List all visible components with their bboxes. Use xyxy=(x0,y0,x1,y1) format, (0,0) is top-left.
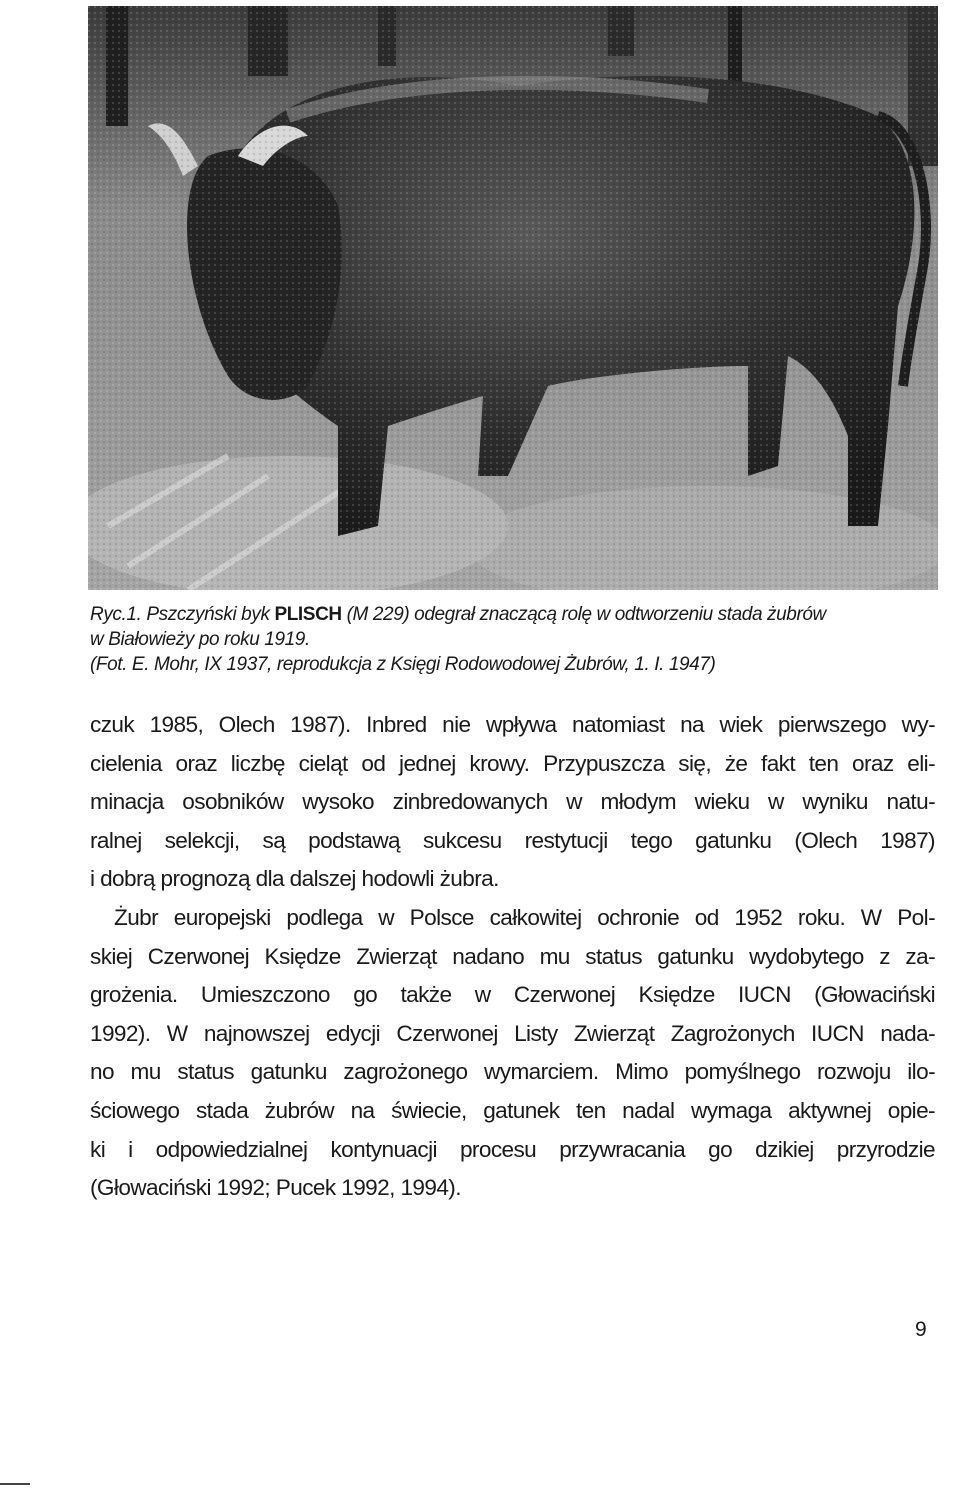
body-line: skiej Czerwonej Księdze Zwierząt nadano mu status gatunku wydobytego z za- xyxy=(90,943,935,969)
body-line: Żubr europejski podlega w Polsce całkowitej ochronie od 1952 roku. W Pol- xyxy=(114,904,935,930)
body-line: ki i odpowiedzialnej kontynuacji procesu przywracania go dzikiej przyrodzie xyxy=(90,1136,935,1162)
body-line: grożenia. Umieszczono go także w Czerwonej Księdze IUCN (Głowaciński xyxy=(90,982,935,1008)
caption-text-b: (M 229) odegrał znaczącą rolę w odtworzeniu stada żubrów xyxy=(346,604,826,625)
body-line: ralnej selekcji, są podstawą sukcesu restytucji tego gatunku (Olech 1987) xyxy=(90,827,935,853)
caption-text-a: Pszczyński byk xyxy=(146,604,270,625)
caption-line-1 xyxy=(90,602,940,627)
body-line: i dobrą prognozą dla dalszej hodowli żubra. xyxy=(90,866,499,892)
caption-bull-name: PLISCH xyxy=(274,604,342,625)
body-line: ściowego stada żubrów na świecie, gatunek ten nadal wymaga aktywnej opie- xyxy=(90,1097,935,1123)
caption-line-2: w Białowieży po roku 1919. xyxy=(90,629,310,650)
body-line: czuk 1985, Olech 1987). Inbred nie wpływa natomiast na wiek pierwszego wy- xyxy=(90,712,935,737)
crop-mark xyxy=(0,1483,30,1485)
body-line: minacja osobników wysoko zinbredowanych w młodym wieku w wyniku natu- xyxy=(90,789,935,815)
bison-photograph xyxy=(88,6,938,590)
figure-caption xyxy=(90,602,940,677)
body-text xyxy=(90,706,935,1208)
body-line: 1992). W najnowszej edycji Czerwonej Listy Zwierząt Zagrożonych IUCN nada- xyxy=(90,1020,935,1046)
body-line: (Głowaciński 1992; Pucek 1992, 1994). xyxy=(90,1175,461,1201)
page-number: 9 xyxy=(915,1318,927,1341)
bison-photo-drawing xyxy=(88,6,938,590)
body-line: no mu status gatunku zagrożonego wymarciem. Mimo pomyślnego rozwoju ilo- xyxy=(90,1059,935,1085)
body-line: cielenia oraz liczbę cieląt od jednej krowy. Przypuszcza się, że fakt ten oraz eli- xyxy=(90,750,935,776)
caption-line-3: (Fot. E. Mohr, IX 1937, reprodukcja z Księgi Rodowodowej Żubrów, 1. I. 1947) xyxy=(90,654,716,675)
caption-prefix: Ryc.1. xyxy=(90,604,142,625)
